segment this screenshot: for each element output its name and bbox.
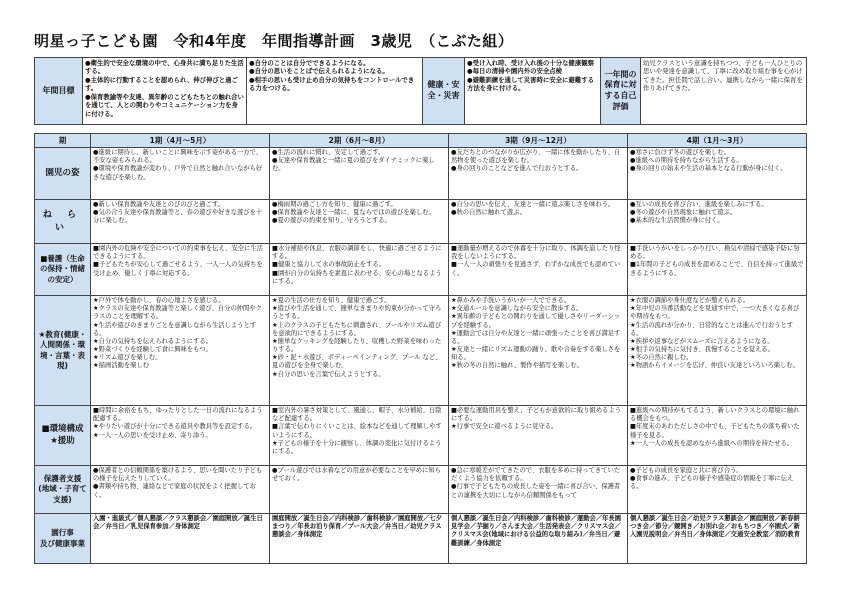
self-evaluation-label: 一年間の保育に対する自己評価 — [601, 58, 641, 125]
table-cell: ●新しい保育教諭や友達とのびのびと過ごす。 ●気の合う友達や保育教諭等と、春の遊びや好きな遊びを十分に楽しむ。 — [91, 200, 270, 244]
table-cell: 入園・進級式／個人懇談／クラス懇談会／園庭開放／誕生日会／弁当日／乳児保育参加／身体測定 — [91, 514, 270, 564]
row-label-environment: ■環境構成 ★援助 — [35, 406, 91, 466]
table-cell: 個人懇談／誕生日会／幼児クラス懇談会／園庭開放／新春餅つき会／節分／鏡開き／お別れ会／おもちつき／卒園式／新入園児説明会／弁当日／身体測定／交通安全教室／消防教育 — [628, 514, 807, 564]
table-cell: 園庭開放／誕生日会／内科検診／歯科検診／園庭開放／七夕まつり／年長お泊り保育／プール大会／弁当日／幼児クラス懇談会／身体測定 — [270, 514, 449, 564]
self-evaluation-text: 幼児クラスという意識を持ちつつ、子ども一人ひとりの思いや発達を意識して、丁寧に改め取り組む事を心がけてきた。担任間で話し合い、連携しながら一緒に保育を作りあげてきた。 — [641, 58, 807, 125]
table-cell: ●保護者との信頼関係を築けるよう、思いを聞いたり子どもの様子を伝えたりしていく。 ●書類や持ち物、連絡などで家庭の状況をよく把握しておく。 — [91, 466, 270, 514]
period-header-2: 2期（6月～8月） — [270, 134, 449, 148]
table-cell: ■進級への期待がもてるよう、新しいクラスとの環境に触れる機会をもつ。 ■年度末のあわただしさの中でも、子どもたちの落ち着いた様子を見る。 ★一人一人の成長を認めながら進級への期待を持たせる。 — [628, 406, 807, 466]
table-cell: ●梅雨期の過ごし方を知り、健康に過ごす。 ●保育教諭や友達と一緒に、夏ならではの遊びを楽しむ。 ●夏の遊びの約束を知り、守ろうとする。 — [270, 200, 449, 244]
annual-goal-label: 年間目標 — [35, 58, 83, 125]
table-cell: ■手洗いうがいをしっかり行い、換気や清掃で感染予防に努める。 ■1年間の子どもの成長を認めることで、自信を持って進級できるようにする。 — [628, 244, 807, 296]
table-row — [35, 200, 807, 244]
table-cell: ■園内外の危険や安全についての約束事を伝え、安全に生活できるようにする。 ■子どもたちが安心して過ごせるよう、一人一人の気持ちを受け止め、優しく丁寧に対応する。 — [91, 244, 270, 296]
table-cell: ●進級に期待し、新しいことに興味を示す姿がある一方で、不安な姿もみられる。 ●環境や保育教諭が変わり、戸外で自然と触れ合いながら好きな遊びを楽しむ。 — [91, 148, 270, 200]
table-cell: ■時間に余裕をもち、ゆったりとした一日の流れになるよう配慮する。 ★やりたい遊びが十分にできる遊具や教具等を設定する。 ★一人一人の思いを受け止め、寄り添う。 — [91, 406, 270, 466]
table-row — [35, 406, 807, 466]
table-cell: ●プール遊びでは水着などの用意が必要なことを早めに知らせておく。 — [270, 466, 449, 514]
table-row — [35, 514, 807, 564]
row-label-aim: ね ら い — [35, 200, 91, 244]
row-label-guardian-support: 保護者支援 (地域・子育て支援) — [35, 466, 91, 514]
table-cell: ●生活の流れに慣れ、安定して過ごす。 ●友達や保育教諭と一緒に夏の遊びをダイナミックに楽しむ。 — [270, 148, 449, 200]
health-safety-text-body: ●受け入れ時、受け入れ後の十分な健康観察 ●毎日の清掃や園内外の安全点検 ●避難訓練を通して災害時に安全に避難する方法を身に付ける。 — [467, 59, 594, 93]
health-safety-text — [465, 58, 601, 125]
table-cell: 個人懇談／誕生日会／内科検診／歯科検診／運動会／年長園見学会／芋掘り／さんま大会／生活発表会／クリスマス会／クリスマス会(地域における公益的な取り組み)／弁当日／避難訓練／身体測定 — [449, 514, 628, 564]
table-cell: ●自分の思いを伝え、友達と一緒に遊ぶ楽しさを味わう。 ●秋の自然に触れて遊ぶ。 — [449, 200, 628, 244]
annual-goal-text-1-body: ●衛生的で安全な環境の中で、心身共に満ち足りた生活する。 ●主体的に行動することを認められ、伸び伸びと過ごす。 ●保育教諭等や友達、異年齢のこどもたちとの触れ合いを通じて、人との関わりやコミュニケーション力を身に付ける。 — [85, 59, 244, 118]
table-row — [35, 466, 807, 514]
row-label-events: 園行事 及び健康事業 — [35, 514, 91, 564]
table-cell: ■水分補給や休息、衣服の調節をし、快適に過ごせるようにする。 ■健康と協力して水の事故防止をする。 ■園が自分の気持ちを素直に表わせる、安心の場となるようにする。 — [270, 244, 449, 296]
table-cell: ●寒さに負けず冬の遊びを楽しむ。 ●進級への期待を持ちながら生活する。 ●身の回りの始末や生活の基本となる行動が身に付く。 — [628, 148, 807, 200]
table-cell: ●互いの成長を喜び合い、進級を楽しみにする。 ●冬の遊びや自然現象に触れて遊ぶ。 ●基本的な生活習慣が身に付く。 — [628, 200, 807, 244]
period-header-label: 期 — [35, 134, 91, 148]
annual-goal-text-1 — [83, 58, 247, 125]
table-row — [35, 296, 807, 406]
table-cell: ★夏の生活の仕方を知り、健康で過ごす。 ★遊びや生活を通して、簡単なきまりや約束が分かって守ろうとする。 ★上のクラスの子どもたちに刺激され、プールやリズム遊びを意欲的にできるようにする。 ★簡単なクッキングを経験したり、収穫した野菜を味わったりする。 ★砂・泥・水遊び、ボディーペインティング、プール など、夏の遊びを全身で楽しむ。 ★自分の思いを言葉で伝えようとする。 — [270, 296, 449, 406]
table-cell: ★戸外で体を動かし、春の心地よさを感じる。 ★クラスの友達や保育教諭等と楽しく遊び、自分の仲間やクラスのことを理解する。 ★生活や遊びのきまりごとを意識しながら生活しようとする。 ★自分の気持ちを伝えられるようにする。 ★野菜づくりを経験して食に興味をもつ。 ★リズム遊びを楽しむ。 ★描画活動を楽しむ — [91, 296, 270, 406]
table-cell: ●子どもの成長を家庭と共に喜び合う。 ●食事の進み、子どもの様子や感染症の情報を丁寧に伝える。 — [628, 466, 807, 514]
table-cell: ■必要な運動用具を整え、子どもが意欲的に取り組めるようにする。 ★行事で安全に遊べるように見守る。 — [449, 406, 628, 466]
annual-goal-text-2 — [247, 58, 423, 125]
annual-goals-table — [34, 57, 807, 125]
page-title: 明星っ子こども園 令和4年度 年間指導計画 3歳児 （こぶた組） — [34, 32, 514, 50]
table-row — [35, 244, 807, 296]
annual-goal-text-2-body: ●自分のことは自分でできるようになる。 ●自分の思いをことばで伝えられるようになる。 ●相手の思いも受け止め自分の気持ちをコントロールできる力をつける。 — [249, 59, 415, 93]
period-header-1: 1期（4月～5月） — [91, 134, 270, 148]
annual-plan-table — [34, 133, 807, 564]
row-label-care: ■養護（生命の保持・情緒の安定） — [35, 244, 91, 296]
table-cell: ●友だちとのつながりが広がり、一緒に体を動かしたり、自然物を使った遊びを楽しむ。 ●身の回りのことなどを進んで行おうとする。 — [449, 148, 628, 200]
table-cell: ★鼻かみや手洗いうがいが一人でできる。 ★交通ルールを意識しながら安全に散歩する。 ★異年齢の子どもとの関わりを通して優しさやリーダーシップを経験する。 ★運動会では自分や友達と一緒に頑張ったことを喜び満足する。 ★友達と一緒にリズム運動の踊り、歌や合奏をする楽しさを知る。 ★秋の冬の自然に触れ、製作や描写を楽しむ。 — [449, 296, 628, 406]
table-cell: ●急に寒暖差がでてきたので、衣服を多めに持ってきていただくよう協力を依頼する。 ●行事で子どもたちの成長した姿を一緒に喜び合い、保護者との連携を大切にしながら信頼関係をもって — [449, 466, 628, 514]
period-header-3: 3期（9月～12月） — [449, 134, 628, 148]
row-label-education: ★教育(健康・人間関係・環境・言葉・表現) — [35, 296, 91, 406]
table-cell: ■室内外の暑さ対策として、風通し、帽子、水分補給、日陰など配慮する。 ■言葉で伝わりにくいことは、絵本などを通して理解しやすいようにする。 ★子どもの様子を十分に観察し、体調の変化に気付けるようにする。 — [270, 406, 449, 466]
health-safety-label: 健康・安全・災害 — [423, 58, 465, 125]
period-header-row — [35, 134, 807, 148]
row-label-child-state: 園児の姿 — [35, 148, 91, 200]
period-header-4: 4期（1月～3月） — [628, 134, 807, 148]
table-row — [35, 148, 807, 200]
table-cell: ■運動量が増えるので休養を十分に取り、体調を崩したり怪我をしないようにする。 ■一人一人の頑張りを見逃さず、わずかな成長でも認めていく。 — [449, 244, 628, 296]
table-cell: ★衣服の調節や身仕度などが整えられる。 ★年中児の当番活動などを見通す中で、一つ大きくなる喜びや期待をもつ。 ★生活の流れが分かり、日常的なことは進んで行おうとする。 ★挨拶や返事などがスムーズに言えるようになる。 ★相手の気持ちに気付き、我慢することを覚える。 ★冬の自然に親しむ。 ★物語からイメージを広げ、仲良い友達といろいろ楽しむ。 — [628, 296, 807, 406]
